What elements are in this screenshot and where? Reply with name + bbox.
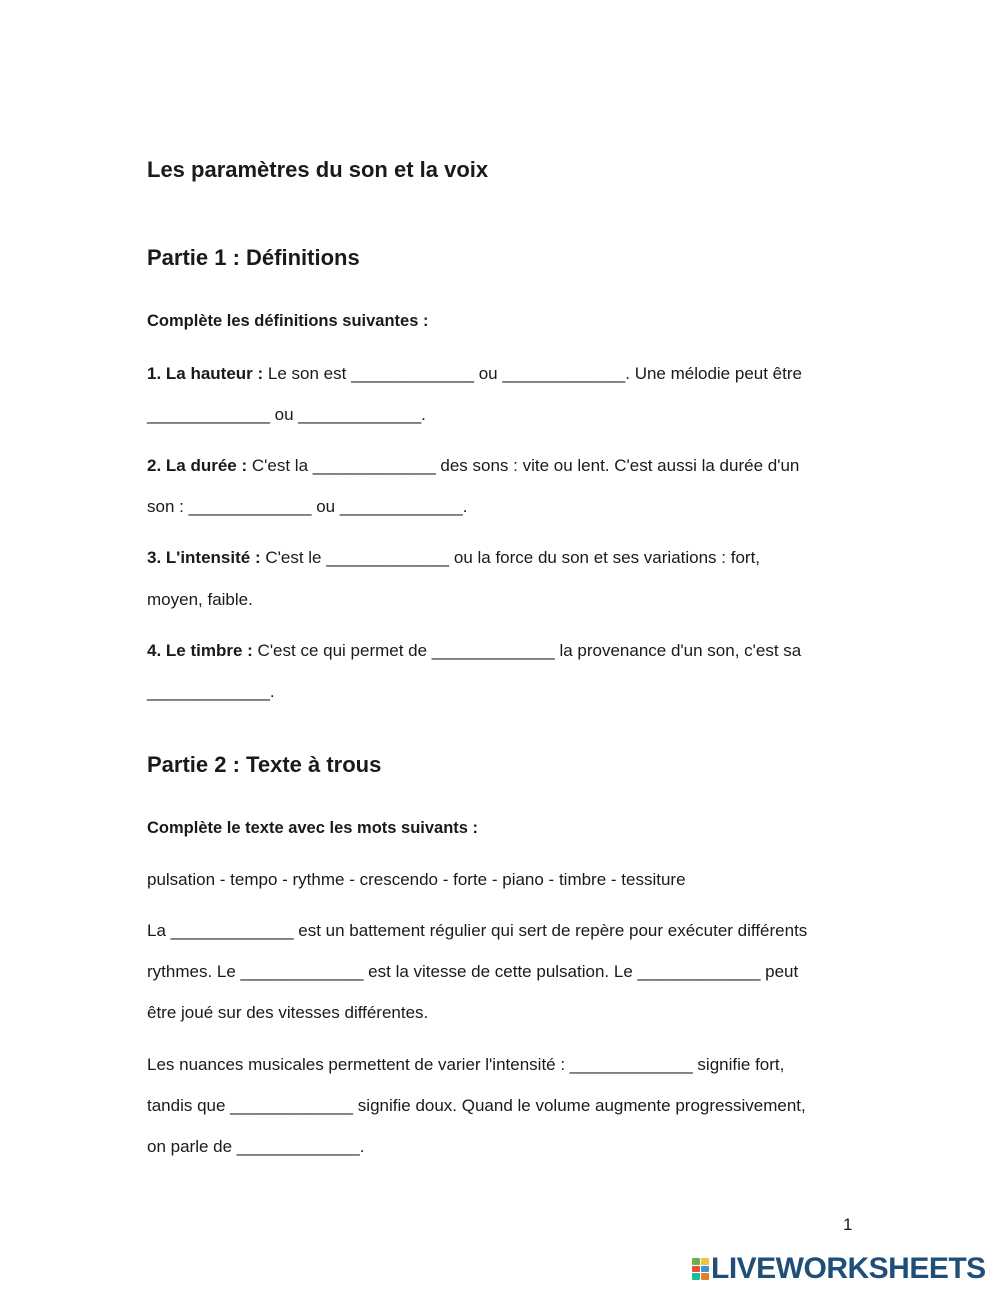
partie1-heading: Partie 1 : Définitions [147,245,360,270]
definition-text: C'est ce qui permet de _____________ la provenance d'un son, c'est sa [252,641,802,660]
paragraph1-line2: rythmes. Le _____________ est la vitesse de cette pulsation. Le _____________ peut [147,962,799,981]
definition-item-4-line2: _____________. [147,682,275,701]
definition-label: 1. La hauteur : [147,364,264,383]
definition-text: C'est le _____________ ou la force du son et ses variations : fort, [260,548,761,567]
definition-label: 2. La durée : [147,456,248,475]
partie2-instruction: Complète le texte avec les mots suivants : [147,819,479,837]
definition-item-4-line1 [147,641,801,661]
paragraph1-line1: La _____________ est un battement régulier qui sert de repère pour exécuter différents [147,921,808,940]
paragraph1-line3: être joué sur des vitesses différentes. [147,1003,429,1022]
definition-item-3-line1 [147,548,760,568]
definition-text: C'est la _____________ des sons : vite ou lent. C'est aussi la durée d'un [247,456,800,475]
definition-item-3-line2: moyen, faible. [147,590,253,609]
brand-logo[interactable] [692,1252,986,1286]
definition-item-1-line2: _____________ ou _____________. [147,405,426,424]
paragraph2-line2: tandis que _____________ signifie doux. Quand le volume augmente progressivement, [147,1096,806,1115]
page-title: Les paramètres du son et la voix [147,157,489,182]
definition-item-2-line1 [147,456,799,476]
definition-text: Le son est _____________ ou _____________. Une mélodie peut être [263,364,802,383]
word-bank: pulsation - tempo - rythme - crescendo - forte - piano - timbre - tessiture [147,870,686,889]
partie1-instruction: Complète les définitions suivantes : [147,312,429,330]
partie2-heading: Partie 2 : Texte à trous [147,752,382,777]
paragraph2-line3: on parle de _____________. [147,1137,365,1156]
page-number: 1 [843,1215,853,1234]
definition-item-1-line1 [147,364,802,384]
liveworksheets-logo-icon [692,1258,709,1280]
definition-label: 3. L'intensité : [147,548,261,567]
definition-label: 4. Le timbre : [147,641,253,660]
definition-item-2-line2: son : _____________ ou _____________. [147,497,468,516]
brand-name: LIVEWORKSHEETS [711,1252,986,1285]
paragraph2-line1: Les nuances musicales permettent de varier l'intensité : _____________ signifie fort, [147,1055,785,1074]
